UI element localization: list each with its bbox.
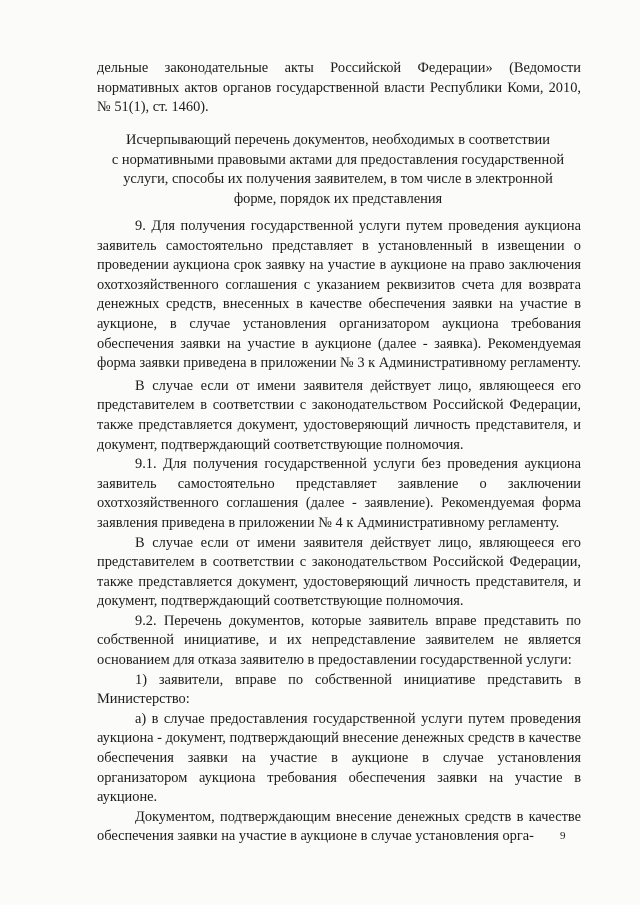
list-item-1a: а) в случае предоставления государственной услуги путем проведения аукциона - документ, подтверждающий внесение денежных средств в качестве обеспечения заявки на участие в аукционе в случае установления организатором аукциона требования обеспечения заявки на участие в аукционе.	[97, 710, 581, 806]
paragraph-9: 9. Для получения государственной услуги путем проведения аукциона заявитель самостоятельно представляет в установленный в извещении о проведении аукциона срок заявку на участие в аукционе на право заключения охотхозяйственного соглашения с указанием реквизитов счета для возврата денежных средств, внесенных в качестве обеспечения заявки на участие в аукционе, в случае установления организатором аукциона требования обеспечения заявки на участие в аукционе (далее - заявка). Рекомендуемая форма заявки приведена в приложении № 3 к Административному регламенту.	[97, 218, 581, 372]
page-number: 9	[560, 830, 566, 842]
paragraph-9-2: 9.2. Перечень документов, которые заявитель вправе представить по собственной инициативе, и их непредставление заявителем не является основанием для отказа заявителю в предоставлении государственной услуги:	[97, 612, 581, 669]
section-heading	[95, 131, 581, 209]
heading-line-4: форме, порядок их представления	[233, 190, 443, 207]
paragraph-document: Документом, подтверждающим внесение денежных средств в качестве обеспечения заявки на участие в аукционе в случае установления орга-	[97, 808, 581, 845]
heading-line-3: услуги, способы их получения заявителем, в том числе в электронной	[123, 171, 553, 188]
paragraph-9-1: 9.1. Для получения государственной услуги без проведения аукциона заявитель самостоятельно представляет заявление о заключении охотхозяйственного соглашения (далее - заявление). Рекомендуемая форма заявления приведена в приложении № 4 к Административному регламенту.	[97, 456, 581, 531]
intro-paragraph: дельные законодательные акты Российской Федерации» (Ведомости нормативных актов органов государственной власти Республики Коми, 2010, № 51(1), ст. 1460).	[97, 60, 581, 116]
heading-line-2: с нормативными правовыми актами для предоставления государственной	[111, 151, 565, 168]
main-text	[97, 217, 581, 847]
list-item-1: 1) заявители, вправе по собственной инициативе представить в Министерство:	[97, 671, 581, 708]
intro-text	[97, 59, 581, 118]
paragraph-9-representative: В случае если от имени заявителя действует лицо, являющееся его представителем в соответствии с законодательством Российской Федерации, также представляется документ, удостоверяющий личность представителя, и документ, подтверждающий соответствующие полномочия.	[97, 377, 581, 453]
heading-line-1: Исчерпывающий перечень документов, необходимых в соответствии	[126, 132, 550, 148]
paragraph-9-1-representative: В случае если от имени заявителя действует лицо, являющееся его представителем в соответствии с законодательством Российской Федерации, также представляется документ, удостоверяющий личность представителя, и документ, подтверждающий соответствующие полномочия.	[97, 534, 581, 610]
